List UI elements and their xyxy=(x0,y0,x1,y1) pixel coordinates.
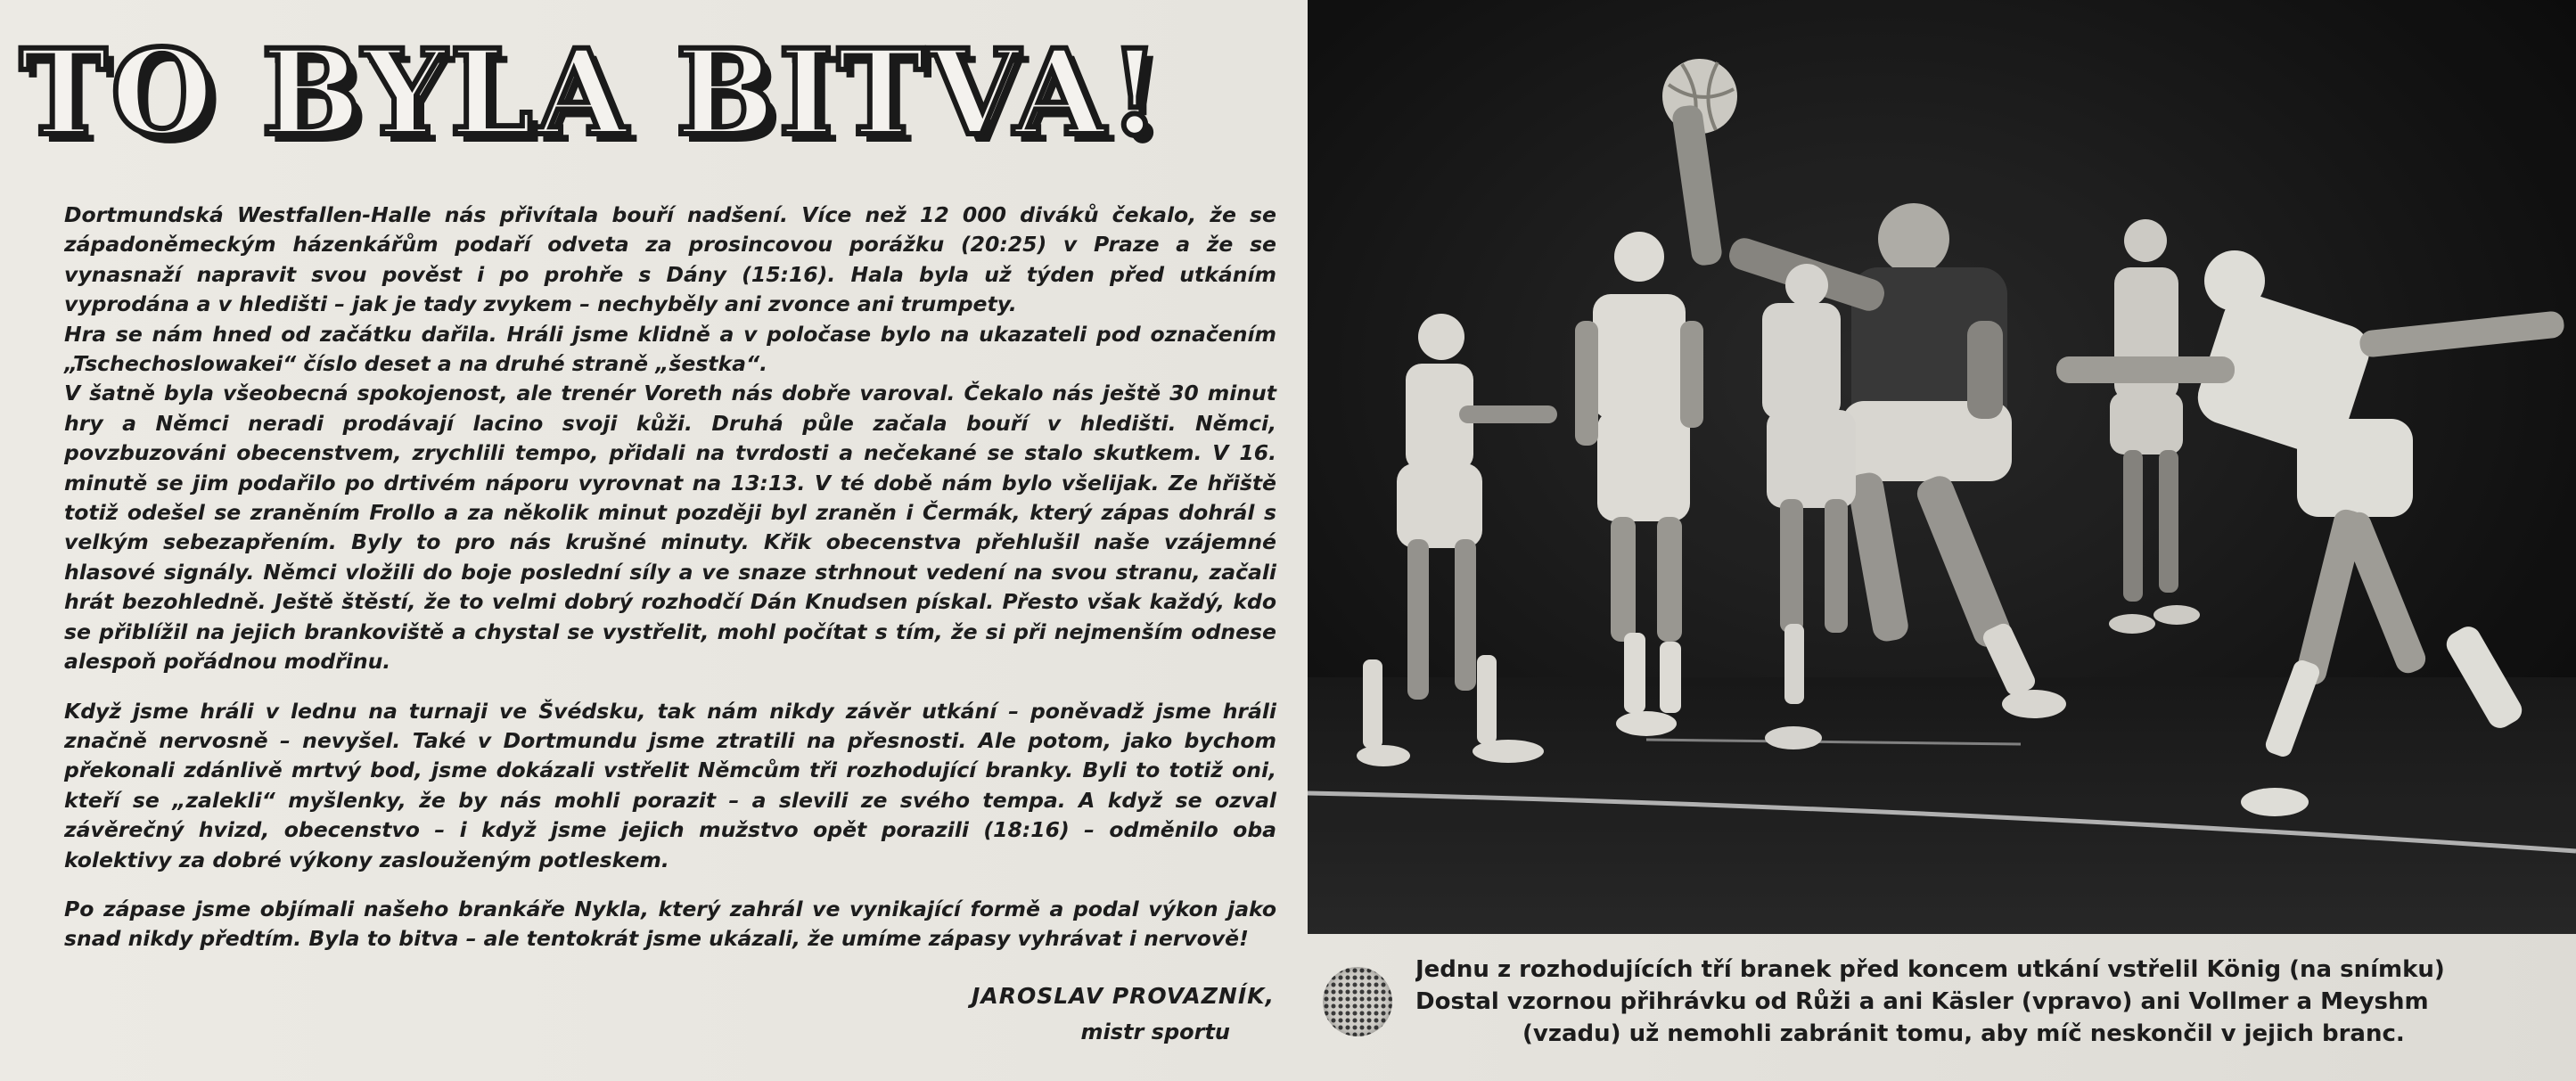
author-title: mistr sportu xyxy=(1080,1020,1230,1044)
handball-match-photo xyxy=(1308,0,2576,934)
article-paragraph: Hra se nám hned od začátku dařila. Hráli jsme klidně a v poločase bylo na ukazateli pod označením „Tschechoslowakei“ číslo deset a na druhé straně „šestka“. xyxy=(64,321,1276,377)
headline: TO BYLA BITVA! xyxy=(20,24,1164,162)
byline xyxy=(963,979,1275,1050)
article-paragraph: Dortmundská Westfallen-Halle nás přivítala bouří nadšení. Více než 12 000 diváků čekalo, že se západoněmeckým házenkářům podaří odveta za prosincovou porážku (20:25) v Praze a že se vynasnaží napravit svou pověst i po prohře s Dány (15:16). Hala byla už týden před utkáním vyprodána a v hledišti – jak je tady zvykem – nechyběly ani zvonce ani trumpety. xyxy=(64,202,1276,317)
author-name: JAROSLAV PROVAZNÍK, xyxy=(972,983,1275,1009)
caption-line: Dostal vzornou přihrávku od Růži a ani Käsler (vpravo) ani Vollmer a Meyshm xyxy=(1415,988,2429,1015)
caption-line: Jednu z rozhodujících tří branek před koncem utkání vstřelil König (na snímku) xyxy=(1415,956,2445,983)
caption-line: (vzadu) už nemohli zabránit tomu, aby míč neskončil v jejich branc. xyxy=(1522,1020,2405,1047)
article-paragraph: Když jsme hráli v lednu na turnaji ve Švédsku, tak nám nikdy závěr utkání – poněvadž jsme hráli značně nervosně – nevyšel. Také v Dortmundu jsme ztratili na přesnosti. Ale potom, jako bychom překonali zdánlivě mrtvý bod, jsme dokázali vstřelit Němcům tři rozhodující branky. Byli to totiž oni, kteří se „zalekli“ myšlenky, že by nás mohli porazit – a slevili ze svého tempa. A když se ozval závěrečný hvizd, obecenstvo – i když jsme jejich mužstvo opět porazili (18:16) – odměnilo oba kolektivy za dobré výkony zaslouženým potleskem. xyxy=(64,698,1276,872)
article-paragraph: Po zápase jsme objímali našeho brankáře Nykla, který zahrál ve vynikající formě a podal výkon jako snad nikdy předtím. Byla to bitva – ale tentokrát jsme ukázali, že umíme zápasy vyhrávat i nervově! xyxy=(64,896,1276,952)
article-body xyxy=(64,201,1276,954)
article-paragraph: V šatně byla všeobecná spokojenost, ale trenér Voreth nás dobře varoval. Čekalo nás ještě 30 minut hry a Němci neradi prodávají lacino svoji kůži. Druhá půle začala bouří v hledišti. Němci, povzbuzováni obecenstvem, zrychlili tempo, přidali na tvrdosti a nečekané se stalo skutkem. V 16. minutě se jim podařilo po drtivém náporu vyrovnat na 13:13. V té době nám bylo všelijak. Ze hřiště totiž odešel se zraněním Frollo a za několik minut později byl zraněn i Čermák, který zápas dohrál s velkým sebezapřením. Byly to pro nás krušné minuty. Křik obecenstva přehlušil naše vzájemné hlasové signály. Němci vložili do boje poslední síly a ve snaze strhnout vedení na svou stranu, začali hrát bezohledně. Ještě štěstí, že to velmi dobrý rozhodčí Dán Knudsen pískal. Přesto však každý, kdo se přiblížil na jejich brankoviště a chystal se vystřelit, mohl počítat s tím, že si při nejmenším odnese alespoň pořádnou modřinu. xyxy=(64,381,1276,675)
photo-caption xyxy=(1415,954,2576,1050)
halftone-dot-icon xyxy=(1323,967,1392,1036)
photo-illustration xyxy=(1308,0,2576,934)
